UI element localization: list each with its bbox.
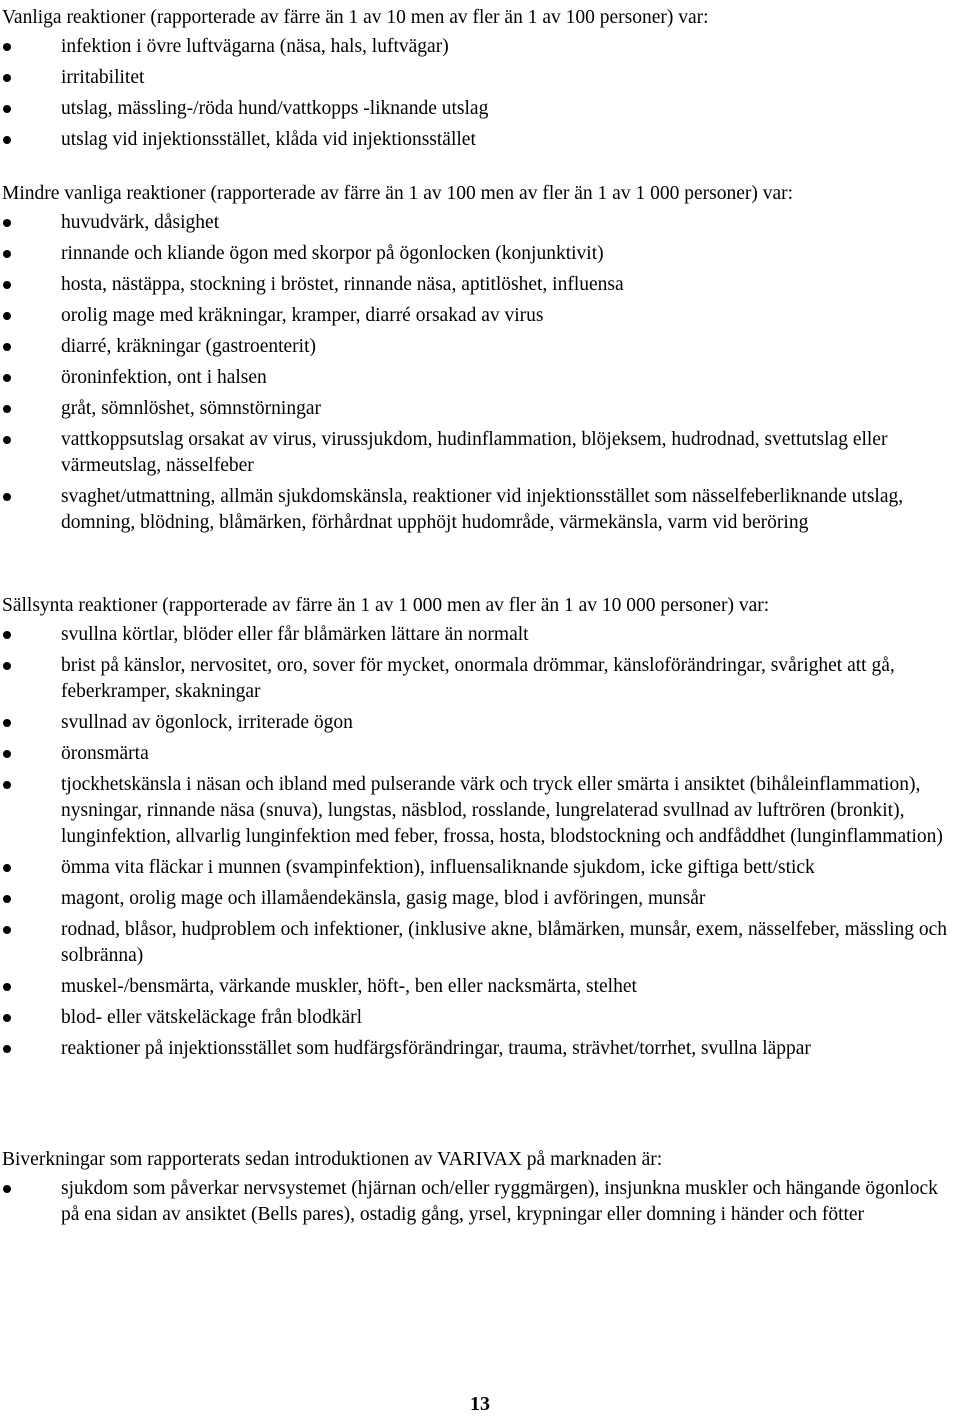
bullet-icon	[3, 750, 11, 758]
list-item	[2, 917, 952, 969]
list-item	[2, 710, 952, 736]
list-item	[2, 1005, 952, 1031]
section-uncommon-reactions	[2, 181, 952, 536]
list-item-text: gråt, sömnlöshet, sömnstörningar	[61, 398, 321, 419]
bullet-icon	[3, 1185, 11, 1193]
list-item-text: öronsmärta	[61, 743, 149, 764]
list-item	[2, 653, 952, 705]
bullet-list	[2, 622, 952, 1062]
bullet-icon	[3, 662, 11, 670]
list-item-text: sjukdom som påverkar nervsystemet (hjärnan och/eller ryggmärgen), insjunkna muskler och hängande ögonlock på ena sidan av ansiktet (Bells pares), ostadig gång, yrsel, krypningar eller domning i händer och fötter	[61, 1178, 938, 1225]
list-item	[2, 303, 952, 329]
list-item-text: utslag, mässling-/röda hund/vattkopps -liknande utslag	[61, 98, 489, 119]
bullet-icon	[3, 864, 11, 872]
list-item	[2, 272, 952, 298]
list-item	[2, 96, 952, 122]
list-item-text: rodnad, blåsor, hudproblem och infektioner, (inklusive akne, blåmärken, munsår, exem, nässelfeber, mässling och solbränna)	[61, 919, 948, 966]
bullet-icon	[3, 719, 11, 727]
bullet-icon	[3, 493, 11, 501]
list-item-text: magont, orolig mage och illamåendekänsla, gasig mage, blod i avföringen, munsår	[61, 888, 706, 909]
section-heading: Mindre vanliga reaktioner (rapporterade av färre än 1 av 100 men av fler än 1 av 1 000 personer) var:	[2, 183, 794, 204]
list-item	[2, 974, 952, 1000]
list-item	[2, 741, 952, 767]
bullet-icon	[3, 983, 11, 991]
bullet-icon	[3, 374, 11, 382]
bullet-icon	[3, 105, 11, 113]
list-item-text: blod- eller vätskeläckage från blodkärl	[61, 1007, 363, 1028]
bullet-list	[2, 1176, 952, 1228]
list-item	[2, 210, 952, 236]
list-item-text: muskel-/bensmärta, värkande muskler, höft-, ben eller nacksmärta, stelhet	[61, 976, 637, 997]
bullet-list	[2, 34, 952, 153]
list-item-text: ömma vita fläckar i munnen (svampinfektion), influensaliknande sjukdom, icke giftiga bett/stick	[61, 857, 815, 878]
list-item-text: infektion i övre luftvägarna (näsa, hals, luftvägar)	[61, 36, 449, 57]
bullet-icon	[3, 1045, 11, 1053]
list-item	[2, 34, 952, 60]
section-post-marketing-reactions	[2, 1147, 952, 1228]
bullet-icon	[3, 43, 11, 51]
list-item	[2, 365, 952, 391]
bullet-icon	[3, 219, 11, 227]
bullet-icon	[3, 895, 11, 903]
bullet-icon	[3, 436, 11, 444]
list-item-text: irritabilitet	[61, 67, 145, 88]
list-item	[2, 334, 952, 360]
list-item	[2, 241, 952, 267]
list-item-text: reaktioner på injektionsstället som hudfärgsförändringar, trauma, strävhet/torrhet, svullna läppar	[61, 1038, 811, 1059]
list-item-text: öroninfektion, ont i halsen	[61, 367, 267, 388]
bullet-icon	[3, 631, 11, 639]
bullet-icon	[3, 926, 11, 934]
list-item	[2, 484, 952, 536]
bullet-icon	[3, 136, 11, 144]
bullet-list	[2, 210, 952, 536]
list-item	[2, 427, 952, 479]
list-item-text: utslag vid injektionsstället, klåda vid injektionsstället	[61, 129, 476, 150]
section-heading: Biverkningar som rapporterats sedan introduktionen av VARIVAX på marknaden är:	[2, 1149, 663, 1170]
list-item	[2, 772, 952, 850]
list-item-text: svullnad av ögonlock, irriterade ögon	[61, 712, 353, 733]
bullet-icon	[3, 312, 11, 320]
section-common-reactions	[2, 5, 952, 153]
bullet-icon	[3, 343, 11, 351]
list-item	[2, 127, 952, 153]
bullet-icon	[3, 781, 11, 789]
list-item-text: vattkoppsutslag orsakat av virus, virussjukdom, hudinflammation, blöjeksem, hudrodnad, svettutslag eller värmeutslag, nässelfeber	[61, 429, 888, 476]
list-item	[2, 396, 952, 422]
list-item-text: huvudvärk, dåsighet	[61, 212, 220, 233]
bullet-icon	[3, 405, 11, 413]
section-heading: Vanliga reaktioner (rapporterade av färre än 1 av 10 men av fler än 1 av 100 personer) var:	[2, 7, 709, 28]
list-item	[2, 886, 952, 912]
bullet-icon	[3, 74, 11, 82]
list-item-text: rinnande och kliande ögon med skorpor på ögonlocken (konjunktivit)	[61, 243, 604, 264]
list-item-text: brist på känslor, nervositet, oro, sover för mycket, onormala drömmar, känsloförändringar, svårighet att gå, feberkramper, skakningar	[61, 655, 895, 702]
list-item	[2, 65, 952, 91]
list-item-text: svullna körtlar, blöder eller får blåmärken lättare än normalt	[61, 624, 529, 645]
list-item-text: svaghet/utmattning, allmän sjukdomskänsla, reaktioner vid injektionsstället som nässelfeberliknande utslag, domning, blödning, blåmärken, förhårdnat upphöjt hudområde, värmekänsla, varm vid beröring	[61, 486, 904, 533]
list-item-text: diarré, kräkningar (gastroenterit)	[61, 336, 317, 357]
bullet-icon	[3, 250, 11, 258]
list-item-text: tjockhetskänsla i näsan och ibland med pulserande värk och tryck eller smärta i ansiktet (bihåleinflammation), nysningar, rinnande näsa (snuva), lungstas, näsblod, rosslande, lungrelaterad svullnad av luftrören (bronkit), lunginfektion, allvarlig lunginfektion med feber, frossa, hosta, blodstockning och andfåddhet (lunginflammation)	[61, 774, 943, 847]
list-item-text: hosta, nästäppa, stockning i bröstet, rinnande näsa, aptitlöshet, influensa	[61, 274, 624, 295]
page-number: 13	[470, 1393, 490, 1415]
list-item-text: orolig mage med kräkningar, kramper, diarré orsakad av virus	[61, 305, 544, 326]
section-heading: Sällsynta reaktioner (rapporterade av färre än 1 av 1 000 men av fler än 1 av 10 000 personer) var:	[2, 595, 770, 616]
bullet-icon	[3, 281, 11, 289]
list-item	[2, 622, 952, 648]
bullet-icon	[3, 1014, 11, 1022]
list-item	[2, 1176, 952, 1228]
list-item	[2, 1036, 952, 1062]
list-item	[2, 855, 952, 881]
section-rare-reactions	[2, 593, 952, 1062]
